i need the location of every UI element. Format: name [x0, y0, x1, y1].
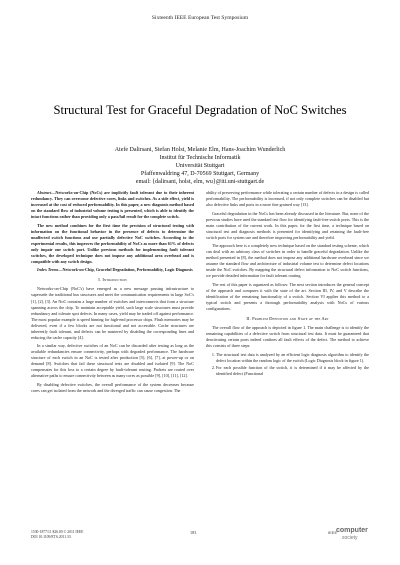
paper-title: Structural Test for Graceful Degradation of NoC Switches [53, 103, 347, 117]
intro-paragraph-3: By disabling defective switches, the overall performance of the system decreases because cores can get isolated from the network and the diverged traffic can cause congestion. The [31, 381, 194, 393]
author-names: Atefe Dalirsani, Stefan Holst, Melanie Elm, Hans-Joachim Wunderlich [114, 147, 286, 153]
abstract-label: Abstract [37, 190, 52, 195]
conference-header: Sixteenth IEEE European Test Symposium [151, 15, 249, 21]
author-university: Universität Stuttgart [175, 162, 225, 169]
abstract-text: —Networks-on-Chip (NoCs) are implicitly fault tolerant due to their inherent redundancy. They can overcome defective cores, links and switches. As a side effect, yield is increased at the cost of reduced performability. In this paper, a new diagnosis method based on the standard flow of industrial volume testing is presented, which is able to identify the intact functions rather than providing only a pass/fail result for the complete switch. [31, 190, 194, 220]
index-terms-text: —Network-on-Chip, Graceful Degradation, Performability, Logic Diagnosis [58, 267, 193, 273]
logo-ieee-text: IEEE [328, 530, 338, 535]
right-paragraph-3: The approach here is a completely new technique based on the standard testing scheme, which can deal with an arbitrary class of switches in order to handle graceful degradation. Unlike the method presented in [8], the method does not impose any additional hardware overhead since we assume the standard flow and architecture of industrial volume test to determine defect locations inside the NoC switches. By mapping the structural defect information to NoC switch functions, we provide detailed information for fault tolerant routing. [206, 243, 369, 279]
author-address: Pfaffenwaldring 47, D-70569 Stuttgart, Germany [140, 170, 260, 177]
index-terms [31, 267, 194, 273]
copyright-footer [31, 530, 83, 540]
author-block [30, 147, 370, 187]
problem-paragraph-1: The overall flow of the approach is depicted in figure 1. The main challenge is to identify the remaining capabilities of a defective switch from structural test data. It must be guaranteed that deactivating certain ports indeed confines all fault effects of the defect. The method to achieve this consists of three steps: [206, 325, 369, 349]
computer-society-logo [328, 527, 373, 543]
logo-computer-text: computer [336, 527, 368, 534]
intro-paragraph-2: In a similar way, defective switches of an NoC can be discarded after testing as long as the available redundancies ensure connectivity, perhaps with degraded performance. The hardware structure of each switch in an NoC is tested after production [5], [6], [7], at power-up or on demand [8]. Switches that fail these structural tests are disabled and isolated [9]. The NoC compensates for this loss to a certain degree by fault-tolerant routing. Packets are routed over alternative paths to ensure connectivity between as many cores as possible [9], [10], [11], [12]. [31, 343, 194, 379]
author-institute: Institut für Technische Informatik [159, 154, 241, 161]
copyright-line: 1530-1877/11 $26.00 © 2011 IEEE [31, 530, 84, 534]
abstract-paragraph [31, 190, 194, 220]
author-email: email: {dalirsani, holst, elm, wu}@iti.uni-stuttgart.de [135, 178, 265, 185]
right-paragraph-1: ability of preserving performance while tolerating a certain number of defects in a design is called performability. The performability is increased, if not only complete switches can be disabled but also defective links and ports in a more fine grained way [13]. [206, 190, 369, 208]
section-heading-introduction: I. Introduction [98, 277, 127, 283]
list-item: 1. The structural test data is analyzed by an efficient logic diagnosis algorithm to identify the defect location within the random logic of the switch (Logic Diagnosis block in figure 1). [216, 352, 369, 364]
doi-line: DOI 10.1109/ETS.2011.33 [31, 535, 71, 539]
right-paragraph-4: The rest of this paper is organized as follows: The next section introduces the general concept of the approach and compares it with the state of the art. Section III, IV, and V describe the identification of the remaining functionality of a switch. Section VI applies this method to a typical switch and presents a thorough performability analysis with NoCs of various configurations. [206, 281, 369, 312]
index-terms-label: Index Terms [37, 267, 59, 273]
page-number: 183 [190, 530, 197, 535]
section-heading-problem-definition: II. Problem Definition and State of the Art [246, 316, 329, 322]
right-column [206, 190, 369, 379]
abstract-paragraph-2: The new method combines for the first time the precision of structural testing with information on the functional behavior in the presence of defects to determine the unaffected switch functions and use partially defective NoC switches. According to the experimental results, this improves the performability of NoCs as more than 61% of defects only impair one switch port. Unlike previous methods for implementing fault tolerant switches, the developed technique does not impose any additional area overhead and is compatible with any switch design. [31, 222, 194, 264]
left-column [31, 190, 194, 396]
intro-paragraph-1: Networks-on-Chip (NoC's) have emerged as a new message passing infrastructure to supersede the traditional bus structures and meet the communication requirements in large SoC's [1], [2], [3]. An NoC contains a large number of switches and interconnects that form a structure spanning across the chip. To maintain acceptable yield, such large scale structures must provide redundancy and tolerate spot defects. In many cases, yield may be traded off against performance. The most popular example is speed binning for high-end processor chips. Flash memories may be delivered, even if a few blocks are not functional and not accessible. Cache structures are inherently fault tolerant, and defects can be mastered by disabling the corresponding lines and reducing the cache capacity [4]. [31, 286, 194, 340]
list-item: 2. For each possible function of the switch, it is determined if it may be affected by the identified defect (Functional [216, 365, 369, 377]
right-paragraph-2: Graceful degradation in the NoCs has been already discussed in the literature. But, none of the previous studies have used the standard test flow for identifying fault-free switch ports. This is the main contribution of the current work. In this paper, for the first time, a technique based on structural test and diagnosis methods is presented for identifying and retaining the fault-free switch ports for system use and therefore improving performability and yield. [206, 210, 369, 240]
logo-society-text: society [342, 535, 358, 541]
steps-list [206, 352, 369, 377]
